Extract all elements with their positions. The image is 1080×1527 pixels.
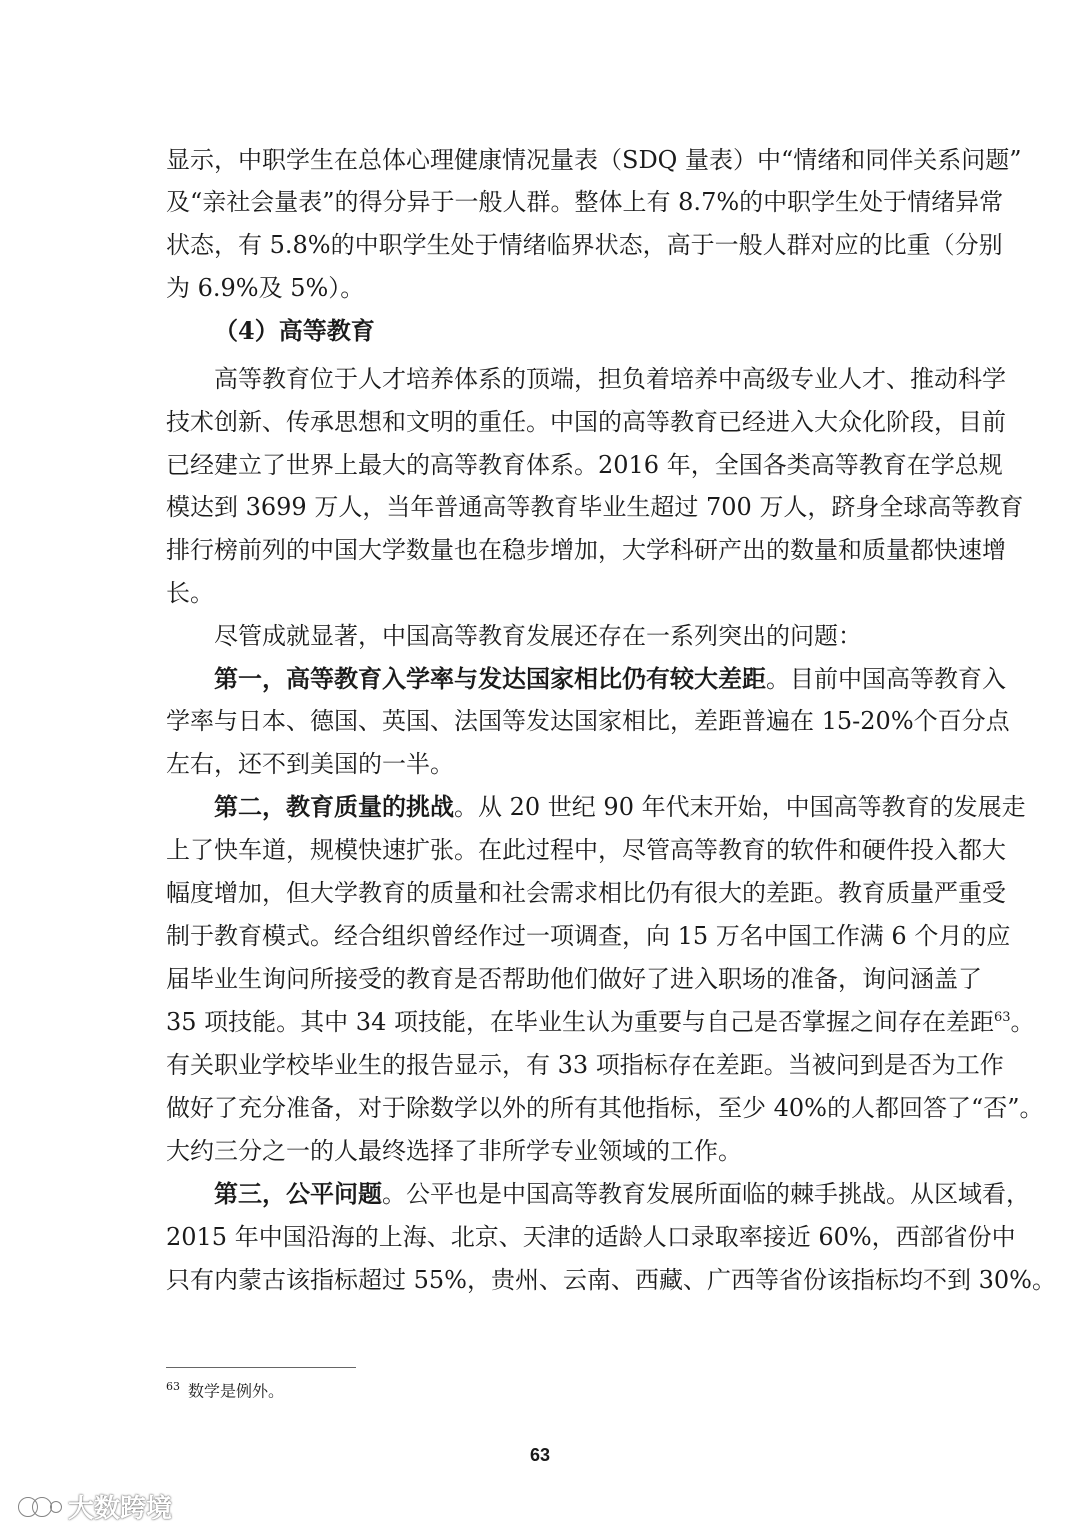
- body-line: 为 6.9%及 5%）。: [166, 274, 365, 302]
- point-first-line: [214, 790, 1026, 824]
- body-line: 尽管成就显著，中国高等教育发展还存在一系列突出的问题：: [214, 622, 862, 650]
- watermark: [18, 1488, 172, 1525]
- body-line: 技术创新、传承思想和文明的重任。中国的高等教育已经进入大众化阶段，目前: [166, 408, 1006, 436]
- point-text: 。公平也是中国高等教育发展所面临的棘手挑战。从区域看，: [382, 1180, 1030, 1208]
- body-line: 状态，有 5.8%的中职学生处于情绪临界状态，高于一般人群对应的比重（分别: [166, 231, 1003, 259]
- watermark-text: 大数跨境: [68, 1494, 173, 1524]
- body-line: 模达到 3699 万人，当年普通高等教育毕业生超过 700 万人，跻身全球高等教育: [166, 493, 1024, 521]
- body-line: 高等教育位于人才培养体系的顶端，担负着培养中高级专业人才、推动科学: [214, 365, 1006, 393]
- point-first-line: [214, 662, 1006, 696]
- body-line: 已经建立了世界上最大的高等教育体系。2016 年，全国各类高等教育在学总规: [166, 451, 1003, 479]
- body-line: 届毕业生询问所接受的教育是否帮助他们做好了进入职场的准备，询问涵盖了: [166, 965, 982, 993]
- body-line: 及“亲社会量表”的得分异于一般人群。整体上有 8.7%的中职学生处于情绪异常: [166, 188, 1004, 216]
- footnote-reference: 63: [993, 1010, 1011, 1025]
- watermark-logo-icon: [18, 1494, 62, 1520]
- body-line: 幅度增加，但大学教育的质量和社会需求相比仍有很大的差距。教育质量严重受: [166, 879, 1006, 907]
- body-line: 做好了充分准备，对于除数学以外的所有其他指标，至少 40%的人都回答了“否”。: [166, 1094, 1044, 1122]
- point-lead: 第一，高等教育入学率与发达国家相比仍有较大差距: [214, 664, 766, 693]
- point-first-line: [214, 1177, 1030, 1211]
- footnote-text: 数学是例外。: [188, 1381, 285, 1401]
- body-line: 左右，还不到美国的一半。: [166, 750, 454, 778]
- body-line: 只有内蒙古该指标超过 55%，贵州、云南、西藏、广西等省份该指标均不到 30%。: [166, 1266, 1056, 1294]
- footnote-rule: [166, 1367, 356, 1368]
- body-line: 长。: [166, 579, 214, 607]
- point-text: 。目前中国高等教育入: [766, 665, 1006, 693]
- body-text: 35 项技能。其中 34 项技能，在毕业生认为重要与自己是否掌握之间存在差距: [166, 1008, 994, 1036]
- body-line: 有关职业学校毕业生的报告显示，有 33 项指标存在差距。当被问到是否为工作: [166, 1051, 1004, 1079]
- body-line: 制于教育模式。经合组织曾经作过一项调查，向 15 万名中国工作满 6 个月的应: [166, 922, 1011, 950]
- body-text: 。: [1010, 1008, 1035, 1036]
- body-line-with-footnote: [166, 1005, 1035, 1039]
- body-line: 上了快车道，规模快速扩张。在此过程中，尽管高等教育的软件和硬件投入都大: [166, 836, 1006, 864]
- body-line: 2015 年中国沿海的上海、北京、天津的适龄人口录取率接近 60%，西部省份中: [166, 1223, 1016, 1251]
- point-text: 。从 20 世纪 90 年代末开始，中国高等教育的发展走: [454, 793, 1026, 821]
- body-line: 排行榜前列的中国大学数量也在稳步增加，大学科研产出的数量和质量都快速增: [166, 536, 1006, 564]
- footnote-mark: 63: [166, 1380, 180, 1393]
- section-heading: （4）高等教育: [214, 316, 375, 345]
- body-line: 显示，中职学生在总体心理健康情况量表（SDQ 量表）中“情绪和同伴关系问题”: [166, 146, 1022, 174]
- body-line: 学率与日本、德国、英国、法国等发达国家相比，差距普遍在 15-20%个百分点: [166, 707, 1010, 735]
- body-line: 大约三分之一的人最终选择了非所学专业领域的工作。: [166, 1137, 742, 1165]
- footnote: [166, 1376, 284, 1402]
- point-lead: 第三，公平问题: [214, 1179, 382, 1208]
- point-lead: 第二，教育质量的挑战: [214, 792, 454, 821]
- page-number: 63: [529, 1445, 551, 1465]
